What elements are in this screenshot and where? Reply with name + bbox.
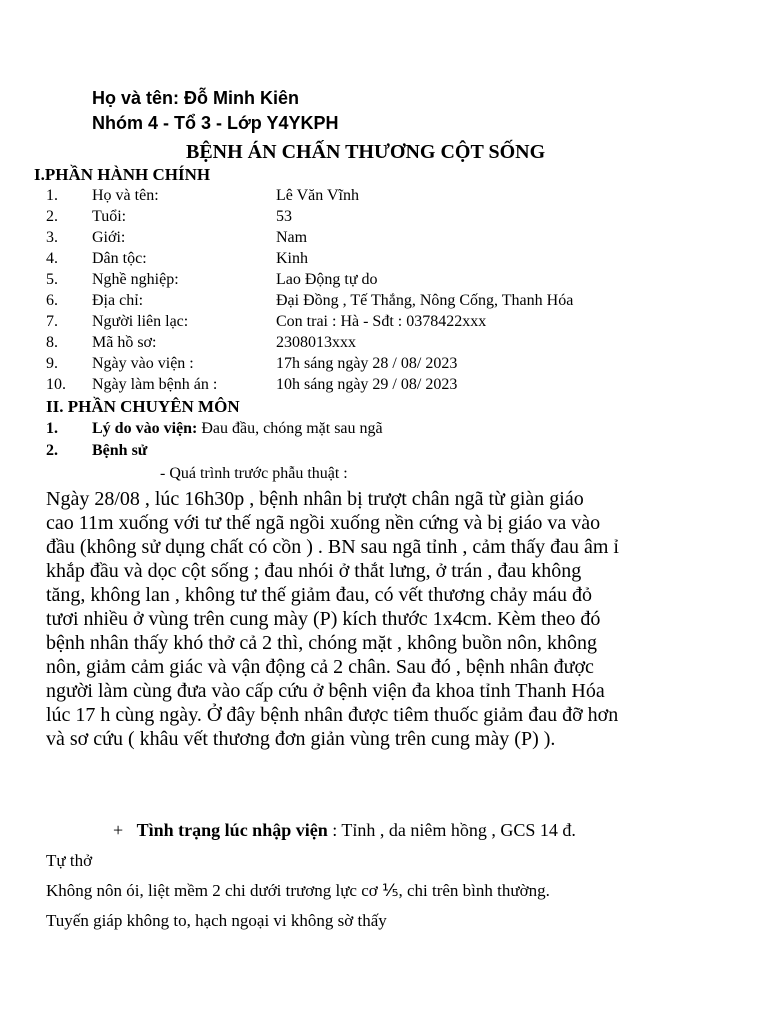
admin-number: 7. <box>46 313 58 330</box>
admin-number: 2. <box>46 208 58 225</box>
group-line: Nhóm 4 - Tổ 3 - Lớp Y4YKPH <box>92 113 339 133</box>
section-administrative-heading: I.PHẦN HÀNH CHÍNH <box>34 165 211 184</box>
paragraph-line: đầu (không sử dụng chất có cồn ) . BN sau ngã tỉnh , cảm thấy đau âm ỉ <box>46 536 619 558</box>
admin-label: Ngày làm bệnh án : <box>92 376 218 393</box>
admin-value: 53 <box>276 208 292 225</box>
admin-label: Người liên lạc: <box>92 313 189 330</box>
admin-value: Đại Đồng , Tế Thắng, Nông Cống, Thanh Hóa <box>276 292 574 309</box>
admin-value: 17h sáng ngày 28 / 08/ 2023 <box>276 355 458 372</box>
paragraph-line: Ngày 28/08 , lúc 16h30p , bệnh nhân bị trượt chân ngã từ giàn giáo <box>46 488 584 510</box>
reason-row <box>46 420 58 438</box>
paragraph-line: tươi nhiều ở vùng trên cung mày (P) kích thước 1x4cm. Kèm theo đó <box>46 608 601 630</box>
admin-row <box>0 355 768 376</box>
history-number: 2. <box>46 442 58 459</box>
paragraph-line: bệnh nhân thấy khó thở cả 2 thì, chóng mặt , không buồn nôn, không <box>46 632 598 654</box>
admission-bullet: + <box>113 820 124 840</box>
admin-number: 8. <box>46 334 58 351</box>
history-paragraph <box>46 487 746 751</box>
paragraph-line: và sơ cứu ( khâu vết thương đơn giản vùng trên cung mày (P) ). <box>46 728 556 750</box>
admin-row <box>0 313 768 334</box>
paragraph-line: tăng, không lan , không tư thế giảm đau, có vết thương chảy máu đỏ <box>46 584 593 606</box>
admin-label: Địa chỉ: <box>92 292 144 309</box>
pre-op-subheading: - Quá trình trước phẫu thuật : <box>160 465 348 482</box>
admin-label: Mã hồ sơ: <box>92 334 157 351</box>
admin-row <box>0 187 768 208</box>
student-name-line: Họ và tên: Đỗ Minh Kiên <box>92 88 299 108</box>
admin-number: 5. <box>46 271 58 288</box>
admin-row <box>0 334 768 355</box>
admin-row <box>0 250 768 271</box>
admin-number: 6. <box>46 292 58 309</box>
admin-row <box>0 376 768 397</box>
admission-status-line <box>113 820 576 841</box>
paragraph-line: lúc 17 h cùng ngày. Ở đây bệnh nhân được tiêm thuốc giảm đau đỡ hơn <box>46 704 619 726</box>
admin-row <box>0 229 768 250</box>
section-professional-heading: II. PHẦN CHUYÊN MÔN <box>46 397 240 416</box>
admin-number: 4. <box>46 250 58 267</box>
admin-label: Tuổi: <box>92 208 127 225</box>
admin-value: Kinh <box>276 250 308 267</box>
reason-label: Lý do vào viện: <box>92 420 198 437</box>
admin-value: Lê Văn Vĩnh <box>276 187 359 204</box>
admin-number: 9. <box>46 355 58 372</box>
note-breathing: Tự thở <box>46 851 93 870</box>
admin-row <box>0 271 768 292</box>
admin-number: 10. <box>46 376 66 393</box>
admin-value: Lao Động tự do <box>276 271 378 288</box>
history-heading: Bệnh sử <box>92 442 148 459</box>
document-title: BỆNH ÁN CHẤN THƯƠNG CỘT SỐNG <box>186 141 546 163</box>
paragraph-line: cao 11m xuống với tư thế ngã ngồi xuống nền cứng và bị giáo va vào <box>46 512 601 534</box>
reason-number: 1. <box>46 420 58 437</box>
reason-content <box>92 420 383 438</box>
admin-label: Ngày vào viện : <box>92 355 194 372</box>
admin-row <box>0 292 768 313</box>
admin-value: Nam <box>276 229 308 246</box>
admin-value: 2308013xxx <box>276 334 356 351</box>
admin-label: Họ và tên: <box>92 187 159 204</box>
admin-label: Nghề nghiệp: <box>92 271 179 288</box>
admin-value: 10h sáng ngày 29 / 08/ 2023 <box>276 376 458 393</box>
admin-value: Con trai : Hà - Sđt : 0378422xxx <box>276 313 487 330</box>
admission-text: : Tỉnh , da niêm hồng , GCS 14 đ. <box>327 820 576 840</box>
paragraph-line: nôn, giảm cảm giác và vận động cả 2 chân. Sau đó , bệnh nhân được <box>46 656 594 678</box>
admission-label: Tình trạng lúc nhập viện <box>136 820 328 840</box>
admin-label: Giới: <box>92 229 126 246</box>
reason-text: Đau đầu, chóng mặt sau ngã <box>197 420 383 437</box>
note-neurologic: Không nôn ói, liệt mềm 2 chi dưới trương lực cơ ⅕, chi trên bình thường. <box>46 881 550 900</box>
note-thyroid: Tuyến giáp không to, hạch ngoại vi không sờ thấy <box>46 911 387 930</box>
admin-row <box>0 208 768 229</box>
admin-number: 3. <box>46 229 58 246</box>
paragraph-line: người làm cùng đưa vào cấp cứu ở bệnh viện đa khoa tỉnh Thanh Hóa <box>46 680 605 702</box>
admin-label: Dân tộc: <box>92 250 147 267</box>
paragraph-line: khắp đầu và dọc cột sống ; đau nhói ở thắt lưng, ở trán , đau không <box>46 560 582 582</box>
admin-number: 1. <box>46 187 58 204</box>
